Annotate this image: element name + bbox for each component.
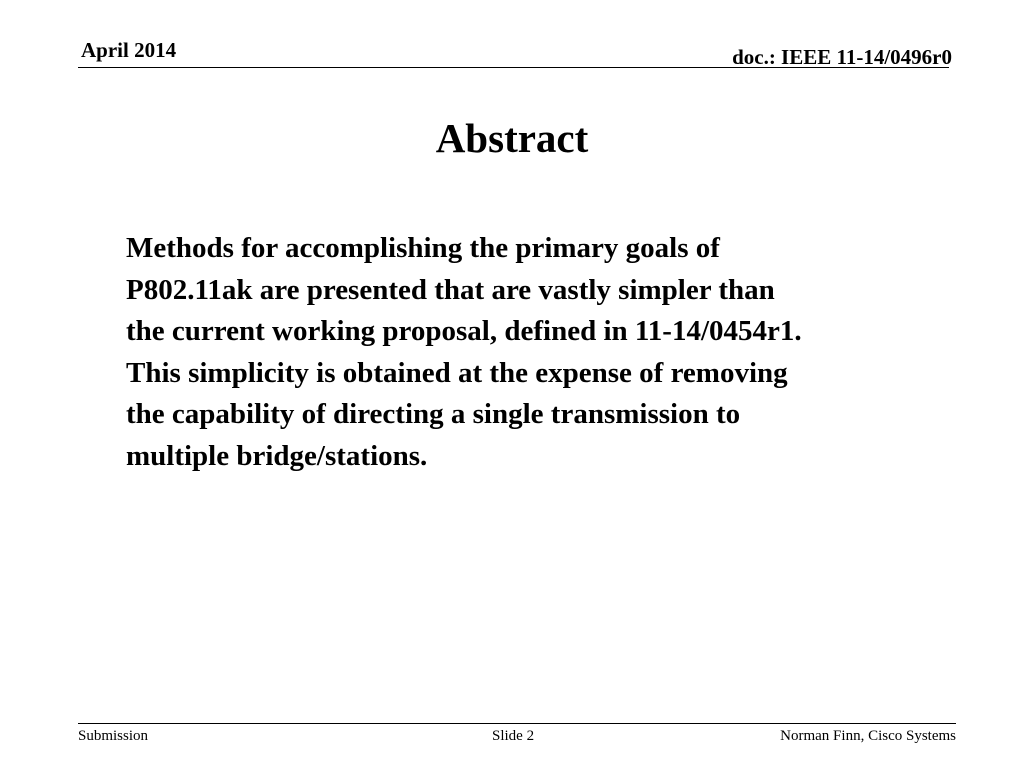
header-doc-id: doc.: IEEE 11-14/0496r0 (732, 45, 952, 69)
header-divider (78, 67, 949, 68)
abstract-line: This simplicity is obtained at the expense of removing (126, 356, 788, 389)
abstract-line: the current working proposal, defined in 11-14/0454r1. (126, 315, 802, 347)
abstract-line: Methods for accomplishing the primary goals of (126, 232, 720, 264)
abstract-line: P802.11ak are presented that are vastly simpler than (126, 273, 775, 306)
abstract-line: multiple bridge/stations. (126, 439, 428, 472)
footer-slide-number: Slide 2 (492, 728, 535, 744)
footer-submission: Submission (78, 728, 149, 744)
abstract-line: the capability of directing a single transmission to (126, 398, 741, 430)
header-date: April 2014 (81, 38, 177, 62)
footer-author: Norman Finn, Cisco Systems (780, 728, 956, 744)
slide-title: Abstract (435, 115, 589, 161)
footer-divider (78, 723, 956, 724)
abstract-body (126, 228, 946, 477)
